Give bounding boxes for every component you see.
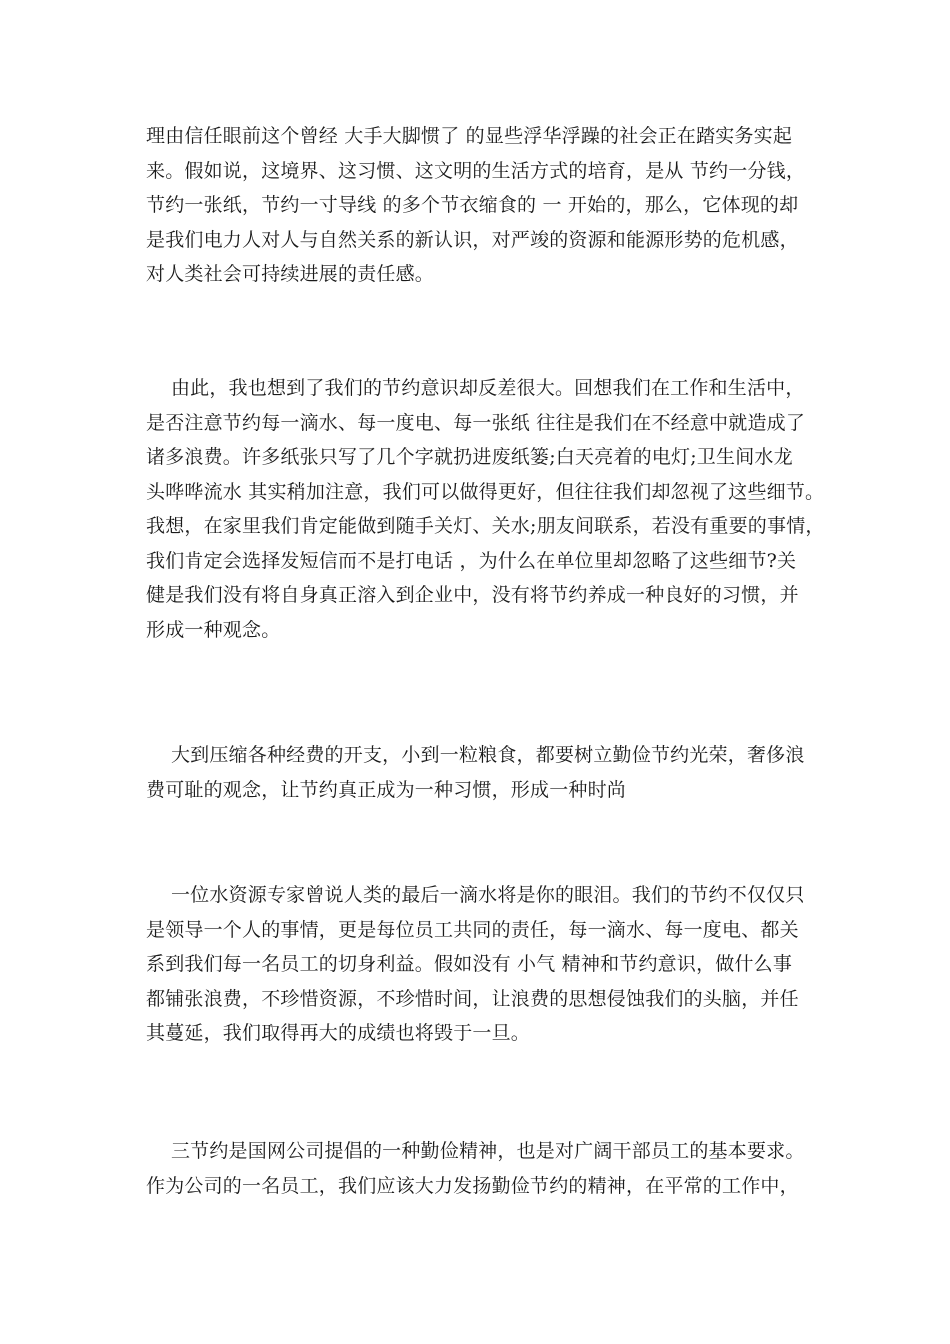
paragraph-2 <box>146 371 836 647</box>
paragraph-5 <box>146 1134 836 1203</box>
text-line: 我们肯定会选择发短信而不是打电话 ，为什么在单位里却忽略了这些细节?关 <box>146 549 797 572</box>
text-line: 是否注意节约每一滴水、每一度电、每一张纸 往往是我们在不经意中就造成了 <box>146 411 806 434</box>
paragraph-1 <box>146 119 836 292</box>
paragraph-4 <box>146 878 836 1051</box>
text-line: 一位水资源专家曾说人类的最后一滴水将是你的眼泪。我们的节约不仅仅只 <box>146 884 805 906</box>
text-line: 系到我们每一名员工的切身利益。假如没有 小气 精神和节约意识，做什么事 <box>146 953 793 975</box>
text-line: 来。假如说，这境界、这习惯、这文明的生活方式的培育，是从 节约一分钱， <box>146 159 806 182</box>
text-line: 其蔓延，我们取得再大的成绩也将毁于一旦。 <box>146 1022 531 1044</box>
text-line: 诸多浪费。许多纸张只写了几个字就扔进废纸篓;白天亮着的电灯;卫生间水龙 <box>146 446 793 468</box>
text-line: 是领导一个人的事情，更是每位员工共同的责任，每一滴水、每一度电、都关 <box>146 918 799 941</box>
paragraph-3 <box>146 738 836 807</box>
text-line: 理由信任眼前这个曾经 大手大脚惯了 的显些浮华浮躁的社会正在踏实务实起 <box>146 125 793 147</box>
text-line: 作为公司的一名员工，我们应该大力发扬勤俭节约的精神，在平常的工作中， <box>146 1174 799 1197</box>
text-line: 头哗哗流水 其实稍加注意，我们可以做得更好，但往往我们却忽视了这些细节。 <box>146 480 825 503</box>
text-line: 节约一张纸，节约一寸导线 的多个节衣缩食的 一 开始的，那么，它体现的却 <box>146 194 799 216</box>
text-line: 大到压缩各种经费的开支，小到一粒粮食，都要树立勤俭节约光荣，奢侈浪 <box>146 744 805 766</box>
text-line: 对人类社会可持续进展的责任感。 <box>146 263 435 285</box>
text-line: 都铺张浪费，不珍惜资源，不珍惜时间，让浪费的思想侵蚀我们的头脑，并任 <box>146 987 799 1010</box>
text-line: 形成一种观念。 <box>146 618 281 641</box>
text-line: 三节约是国网公司提倡的一种勤俭精神，也是对广阔干部员工的基本要求。 <box>146 1140 805 1162</box>
text-line: 健是我们没有将自身真正溶入到企业中，没有将节约养成一种良好的习惯，并 <box>146 584 799 606</box>
text-line: 我想，在家里我们肯定能做到随手关灯、关水;朋友间联系，若没有重要的事情， <box>146 515 825 537</box>
text-line: 费可耻的观念，让节约真正成为一种习惯，形成一种时尚 <box>146 778 627 801</box>
text-line: 是我们电力人对人与自然关系的新认识，对严竣的资源和能源形势的危机感， <box>146 228 799 251</box>
text-line: 由此，我也想到了我们的节约意识却反差很大。回想我们在工作和生活中， <box>146 377 805 399</box>
